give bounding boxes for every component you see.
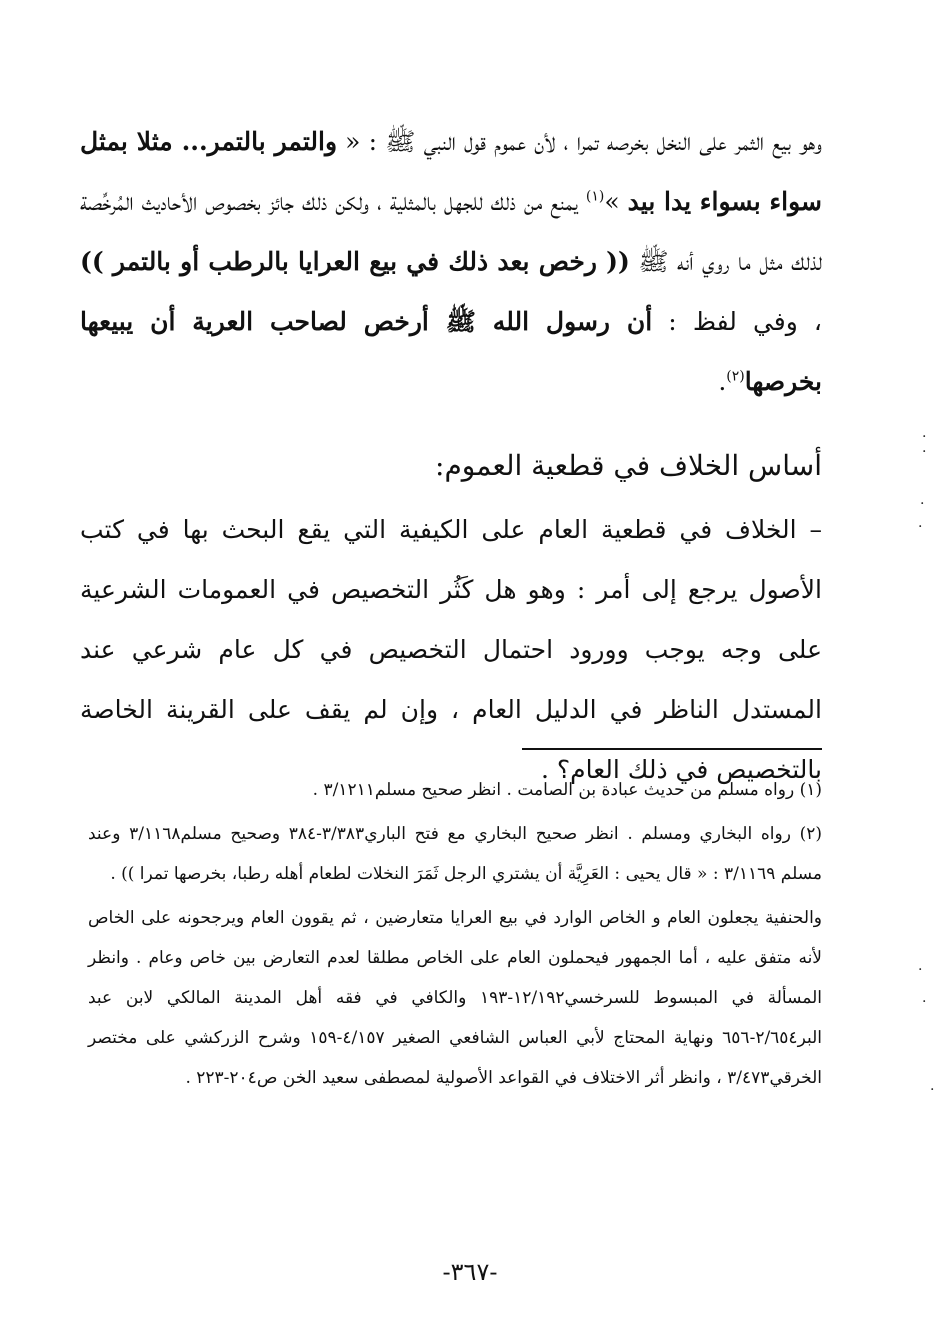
- section-paragraph: – الخلاف في قطعية العام على الكيفية التي يقع البحث بها في كتب الأصول يرجع إلى أمر : وهو هل كَثُر التخصيص في العمومات الشرعية على وجه يوجب وورود احتمال التخصيص في كل عام شرعي عند المستدل الناظر في الدليل العام ، وإن لم يقف على القرينة الخاصة بالتخصيص في ذلك العام؟ .: [80, 515, 822, 784]
- main-text-segment: .: [718, 367, 727, 396]
- main-text-segment: وهو بيع الثمر على النخل بخرصه تمرا ، لأن عموم قول النبي ﷺ : «: [337, 127, 822, 156]
- hadith-quote: (( رخص بعد ذلك في بيع العرايا بالرطب أو بالتمر )): [80, 247, 630, 276]
- page-number: -٣٦٧-: [442, 1258, 498, 1286]
- footnote-1: (١) رواه مسلم من حديث عبادة بن الصامت . انظر صحيح مسلم٣/١٢١١ .: [312, 780, 822, 800]
- margin-dot: .: [922, 425, 927, 441]
- main-text-segment: يمنع من ذلك للجهل بالمثلية ، ولكن ذلك جائز بخصوص الأحاديث المُرخِّصة لذلك مثل ما روي أنه ﷺ: [80, 187, 822, 276]
- main-text-segment: »: [604, 187, 628, 216]
- margin-dot: .: [930, 1078, 935, 1094]
- margin-dot: .: [922, 990, 927, 1006]
- footnote-2: (٢) رواه البخاري ومسلم . انظر صحيح البخاري مع فتح الباري٣/٣٨٣-٣٨٤ وصحيح مسلم٣/١١٦٨ وعند مسلم ٣/١١٦٩ : « قال يحيى : العَرِيَّة أن يشتري الرجل ثَمَرَ النخلات لطعام أهله رطبا، بخرصها تمرا )) .: [88, 824, 823, 884]
- footnote-divider: [522, 748, 822, 750]
- hadith-quote: والتمر بالتمر... مثلا بمثل سواء بسواء يدا بيد: [80, 127, 822, 216]
- footnotes: [88, 770, 822, 1102]
- hadith-quote: أن رسول الله ﷺ أرخص لصاحب العرية أن يبيعها بخرصها: [80, 307, 822, 396]
- margin-dot: .: [918, 958, 923, 974]
- margin-dot: .: [920, 492, 925, 508]
- margin-dot: .: [918, 515, 923, 531]
- main-text-segment: ، وفي لفظ :: [652, 307, 822, 336]
- margin-dot: .: [922, 440, 927, 456]
- footnote-3: والحنفية يجعلون العام و الخاص الوارد في بيع العرايا متعارضين ، ثم يقوون العام ويرجحونه على الخاص لأنه متفق عليه ، أما الجمهور فيحملون العام على الخاص مطلقا لعدم التعارض بين خاص وعام . وانظر المسألة في المبسوط للسرخسي١٢/١٩٢-١٩٣ والكافي في فقه أهل المدينة المالكي لابن عبد البر٢/٦٥٤-٦٥٦ ونهاية المحتاج لأبي العباس الشافعي الصغير ٤/١٥٧-١٥٩ وشرح الزركشي على مختصر الخرقي٣/٤٧٣ ، وانظر أثر الاختلاف في القواعد الأصولية لمصطفى سعيد الخن ص٢٠٤-٢٢٣ .: [88, 908, 822, 1088]
- footnote-ref-2: (٢): [726, 368, 745, 385]
- section-heading: أساس الخلاف في قطعية العموم:: [435, 449, 822, 482]
- main-paragraph: [80, 112, 822, 412]
- footnote-ref-1: (١): [585, 188, 605, 205]
